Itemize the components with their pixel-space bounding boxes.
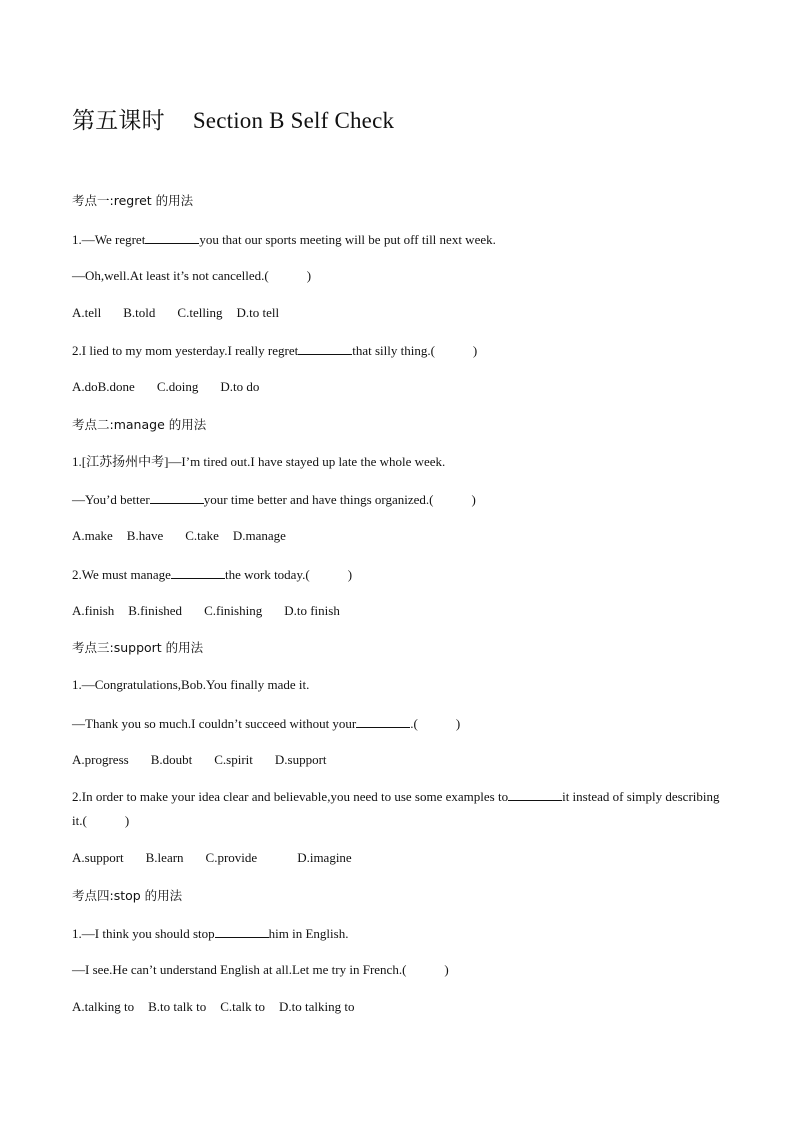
reply-text: your time better and have things organized.( — [203, 492, 434, 507]
option-d[interactable]: D.to do — [220, 379, 260, 394]
question-stem — [72, 566, 352, 583]
option-b[interactable]: B.to talk to — [148, 999, 207, 1014]
option-a[interactable]: A.progress — [72, 752, 129, 767]
option-d[interactable]: D.to tell — [236, 305, 280, 320]
stem-text: 2.In order to make your idea clear and believable,you need to use some examples to — [72, 789, 509, 804]
question-stem — [72, 231, 496, 248]
stem-text: 2.We must manage — [72, 567, 171, 582]
page-title — [72, 102, 394, 135]
option-c[interactable]: C.finishing — [204, 603, 263, 618]
question-reply — [72, 962, 449, 978]
paren-close: ) — [472, 343, 478, 358]
stem-text: 2.I lied to my mom yesterday.I really regret — [72, 343, 299, 358]
options-row — [72, 379, 281, 395]
option-a[interactable]: A.talking to — [72, 999, 135, 1014]
question-stem: 1.—Congratulations,Bob.You finally made it. — [72, 677, 310, 692]
paren-close: ) — [444, 962, 449, 977]
options-row — [72, 999, 377, 1015]
section-heading-manage: 考点二:manage 的用法 — [72, 417, 207, 432]
page-title-chinese: 第五课时 — [72, 108, 165, 133]
stem-text: you that our sports meeting will be put off till next week. — [199, 232, 496, 247]
option-d[interactable]: D.support — [274, 752, 327, 767]
option-b[interactable]: B.told — [123, 305, 156, 320]
option-a[interactable]: A.support — [72, 850, 124, 865]
stem-text: him in English. — [268, 926, 349, 941]
options-row — [72, 305, 301, 321]
question-stem — [72, 342, 477, 359]
option-c[interactable]: C.talk to — [220, 999, 266, 1014]
option-d[interactable]: D.to finish — [284, 603, 340, 618]
option-c[interactable]: C.telling — [177, 305, 223, 320]
option-c[interactable]: C.provide — [205, 850, 258, 865]
question-reply — [72, 491, 476, 508]
question-stem — [72, 925, 348, 942]
answer-blank[interactable] — [145, 231, 199, 244]
reply-text: .( — [410, 716, 418, 731]
stem-text: the work today.( — [224, 567, 310, 582]
answer-blank[interactable] — [150, 491, 204, 504]
stem-text: 1.—I think you should stop — [72, 926, 215, 941]
question-reply — [72, 268, 311, 284]
option-c[interactable]: C.take — [185, 528, 219, 543]
paren-close: ) — [471, 492, 476, 507]
stem-text: that silly thing.( — [352, 343, 435, 358]
option-c[interactable]: C.doing — [156, 379, 199, 394]
stem-text: it instead of simply describing it.( — [72, 789, 720, 828]
option-a[interactable]: A.make — [72, 528, 113, 543]
option-c[interactable]: C.spirit — [214, 752, 253, 767]
section-heading-regret: 考点一:regret 的用法 — [72, 193, 194, 208]
reply-text: —I see.He can’t understand English at all.Let me try in French.( — [72, 962, 407, 977]
question-reply — [72, 715, 460, 732]
paren-close: ) — [455, 716, 461, 731]
question-stem: 1.[江苏扬州中考]—I’m tired out.I have stayed up late the whole week. — [72, 454, 446, 469]
page-title-english: Section B Self Check — [192, 108, 395, 133]
reply-text: —Oh,well.At least it’s not cancelled.( — [72, 268, 269, 283]
option-b[interactable]: B.have — [126, 528, 164, 543]
option-ab[interactable]: A.doB.done — [72, 379, 135, 394]
options-row — [72, 528, 308, 544]
answer-blank[interactable] — [356, 715, 410, 728]
option-a[interactable]: A.finish — [72, 603, 115, 618]
paren-close: ) — [347, 567, 353, 582]
option-a[interactable]: A.tell — [72, 305, 102, 320]
option-d[interactable]: D.imagine — [297, 850, 352, 865]
option-b[interactable]: B.learn — [145, 850, 184, 865]
paren-close: ) — [124, 813, 130, 828]
reply-text: —You’d better — [72, 492, 150, 507]
option-d[interactable]: D.manage — [232, 528, 286, 543]
options-row — [72, 752, 349, 768]
option-d[interactable]: D.to talking to — [279, 999, 355, 1014]
answer-blank[interactable] — [215, 925, 269, 938]
paren-close: ) — [306, 268, 312, 283]
option-b[interactable]: B.doubt — [150, 752, 193, 767]
option-b[interactable]: B.finished — [128, 603, 183, 618]
answer-blank[interactable] — [298, 342, 352, 355]
stem-text: 1.—We regret — [72, 232, 146, 247]
section-heading-support: 考点三:support 的用法 — [72, 640, 204, 655]
section-heading-stop: 考点四:stop 的用法 — [72, 888, 183, 903]
answer-blank[interactable] — [508, 788, 562, 801]
answer-blank[interactable] — [171, 566, 225, 579]
reply-text: —Thank you so much.I couldn’t succeed without your — [72, 716, 357, 731]
question-stem-wrapped — [72, 785, 724, 833]
options-row — [72, 603, 362, 619]
options-row — [72, 850, 374, 866]
